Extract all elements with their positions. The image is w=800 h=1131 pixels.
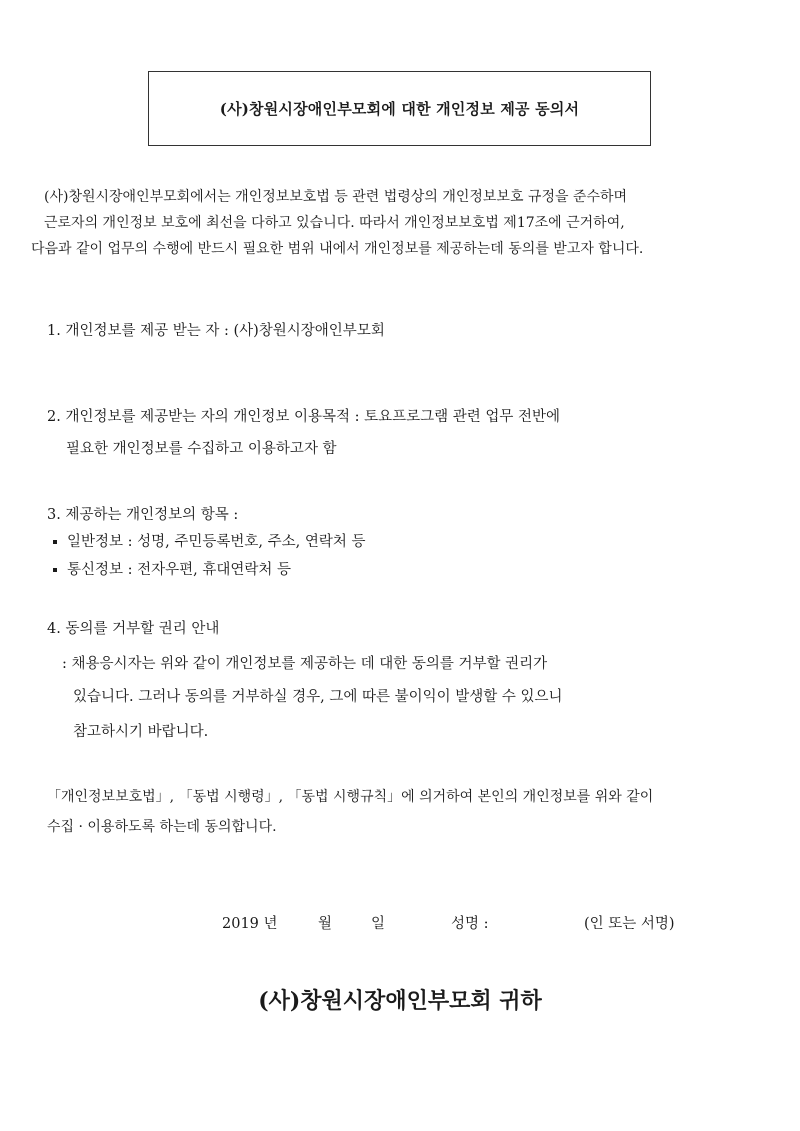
intro-line-2: 근로자의 개인정보 보호에 최선을 다하고 있습니다. 따라서 개인정보보호법 제17조에 근거하여, <box>44 215 625 231</box>
section-4-line-1: : 채용응시자는 위와 같이 개인정보를 제공하는 데 대한 동의를 거부할 권리가 <box>62 656 548 672</box>
section-3-heading: 3. 제공하는 개인정보의 항목 : <box>47 507 239 523</box>
bullet-icon <box>53 540 57 544</box>
intro-line-3: 다음과 같이 업무의 수행에 반드시 필요한 범위 내에서 개인정보를 제공하는데 동의를 받고자 합니다. <box>31 241 644 257</box>
section-2-line-1: 2. 개인정보를 제공받는 자의 개인정보 이용목적 : 토요프로그램 관련 업무 전반에 <box>47 409 561 425</box>
closing-recipient: (사)창원시장애인부모회 귀하 <box>258 988 542 1014</box>
intro-line-1: (사)창원시장애인부모회에서는 개인정보보호법 등 관련 법령상의 개인정보보호 규정을 준수하며 <box>44 189 628 205</box>
signature-name-label: 성명 : <box>451 916 489 932</box>
signature-seal: (인 또는 서명) <box>584 916 675 932</box>
signature-year: 2019 년 <box>222 916 278 932</box>
consent-line-1: 「개인정보보호법」, 「동법 시행령」, 「동법 시행규칙」에 의거하여 본인의 개인정보를 위와 같이 <box>47 789 654 805</box>
section-3-item-comm <box>53 563 291 578</box>
consent-line-2: 수집 · 이용하도록 하는데 동의합니다. <box>47 819 277 835</box>
section-3-item-general <box>53 535 366 550</box>
title-box <box>148 71 651 146</box>
bullet-icon <box>53 568 57 572</box>
section-4-line-2: 있습니다. 그러나 동의를 거부하실 경우, 그에 따른 불이익이 발생할 수 있으니 <box>73 689 563 705</box>
section-4-heading: 4. 동의를 거부할 권리 안내 <box>47 621 220 637</box>
section-1: 1. 개인정보를 제공 받는 자 : (사)창원시장애인부모회 <box>47 323 385 339</box>
section-3-item-general-text: 일반정보 : 성명, 주민등록번호, 주소, 연락처 등 <box>67 534 366 550</box>
section-2-line-2: 필요한 개인정보를 수집하고 이용하고자 함 <box>66 441 337 457</box>
document-title: (사)창원시장애인부모회에 대한 개인정보 제공 동의서 <box>219 100 580 118</box>
signature-month: 월 <box>318 916 333 932</box>
section-3-item-comm-text: 통신정보 : 전자우편, 휴대연락처 등 <box>67 562 292 578</box>
signature-day: 일 <box>371 916 386 932</box>
section-4-line-3: 참고하시기 바랍니다. <box>73 724 209 740</box>
